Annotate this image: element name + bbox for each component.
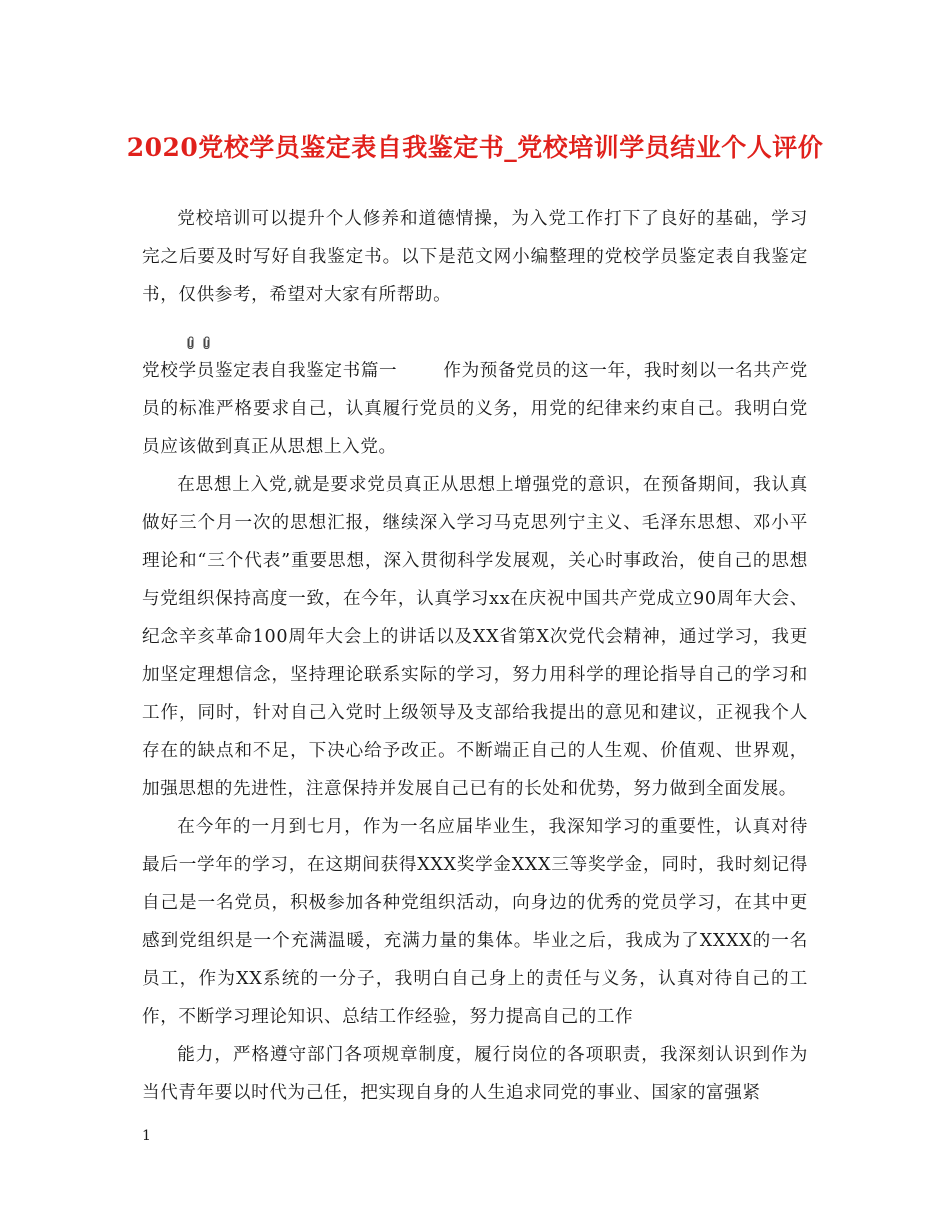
document-title: 2020党校学员鉴定表自我鉴定书_党校培训学员结业个人评价 [126, 133, 824, 162]
section-lead: 作为预备党员的这一年，我时刻以一名共产党员的标准严格要求自己，认真履行党员的义务，用党的纪律来约束自己。我明白党员应该做到真正从思想上入党。 [142, 361, 808, 457]
body-paragraph: 能力，严格遵守部门各项规章制度，履行岗位的各项职责，我深刻认识到作为当代青年要以时代为己任，把实现自身的人生追求同党的事业、国家的富强紧 [142, 1045, 808, 1103]
mark-row [142, 314, 808, 352]
body-paragraph: 在今年的一月到七月，作为一名应届毕业生，我深知学习的重要性，认真对待最后一学年的学习，在这期间获得XXX奖学金XXX三等奖学金，同时，我时刻记得自己是一名党员，积极参加各种党组织活动，向身边的优秀的党员学习，在其中更感到党组织是一个充满温暖，充满力量的集体。毕业之后，我成为了XXXX的一名员工，作为XX系统的一分子，我明白自己身上的责任与义务，认真对待自己的工作，不断学习理论知识、总结工作经验，努力提高自己的工作 [142, 817, 808, 1027]
paperclip-icon [184, 326, 196, 340]
paperclip-icon [200, 326, 212, 340]
section-paragraph [142, 352, 808, 466]
page-number: 1 [142, 1128, 151, 1144]
section-heading: 党校学员鉴定表自我鉴定书篇一 [142, 361, 398, 381]
body-paragraph: 在思想上入党,就是要求党员真正从思想上增强党的意识，在预备期间，我认真做好三个月一次的思想汇报，继续深入学习马克思列宁主义、毛泽东思想、邓小平理论和“三个代表”重要思想，深入贯彻科学发展观，关心时事政治，使自己的思想与党组织保持高度一致，在今年，认真学习xx在庆祝中国共产党成立90周年大会、纪念辛亥革命100周年大会上的讲话以及XX省第X次党代会精神，通过学习，我更加坚定理想信念，坚持理论联系实际的学习，努力用科学的理论指导自己的学习和工作，同时，针对自己入党时上级领导及支部给我提出的意见和建议，正视我个人存在的缺点和不足，下决心给予改正。不断端正自己的人生观、价值观、世界观，加强思想的先进性，注意保持并发展自己已有的长处和优势，努力做到全面发展。 [142, 475, 808, 799]
intro-paragraph: 党校培训可以提升个人修养和道德情操，为入党工作打下了良好的基础，学习完之后要及时写好自我鉴定书。以下是范文网小编整理的党校学员鉴定表自我鉴定书，仅供参考，希望对大家有所帮助。 [142, 209, 808, 305]
document-body [142, 200, 808, 1112]
